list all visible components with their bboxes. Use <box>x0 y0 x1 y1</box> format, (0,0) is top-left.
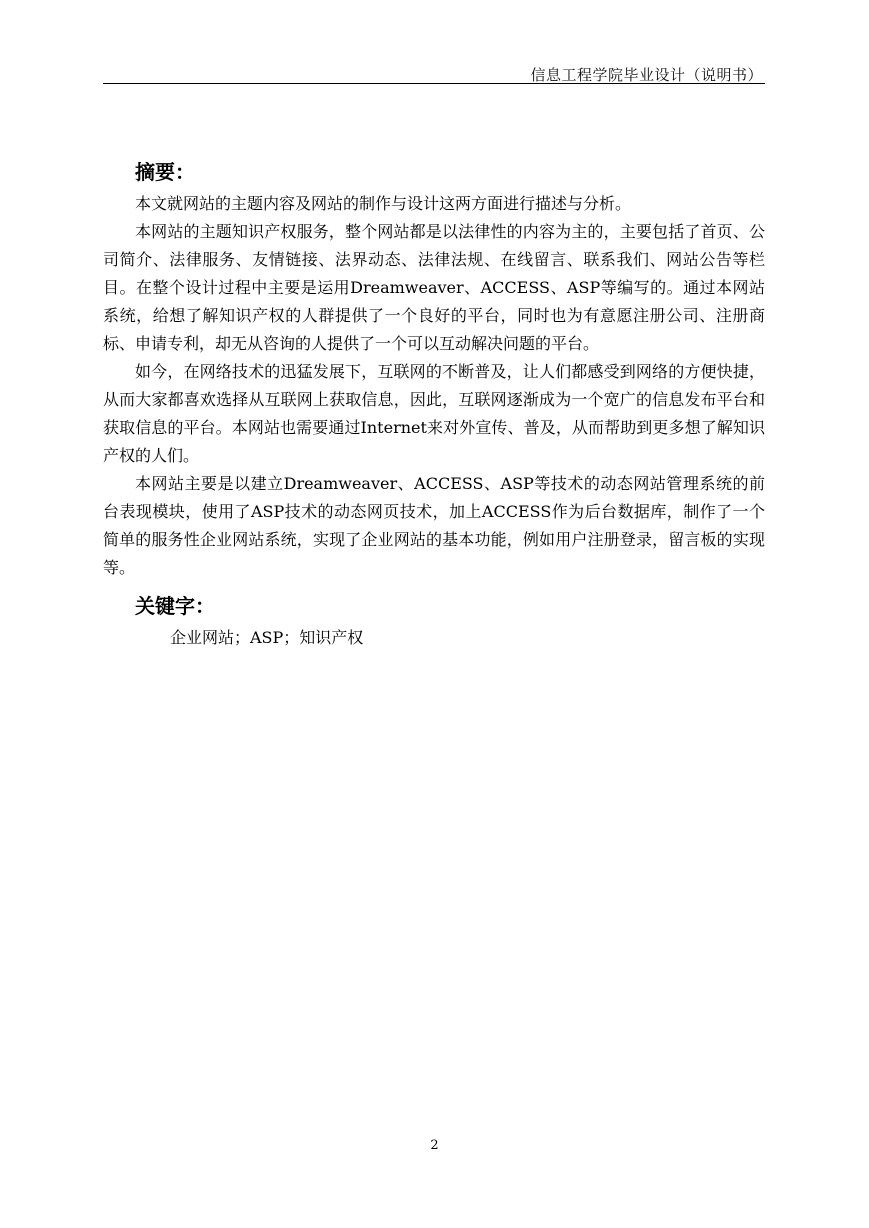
page-header-title: 信息工程学院毕业设计（说明书） <box>530 66 763 84</box>
keywords-text: 企业网站；ASP；知识产权 <box>170 628 364 647</box>
page-content <box>103 158 765 652</box>
abstract-paragraph-1: 本文就网站的主题内容及网站的制作与设计这两方面进行描述与分析。 <box>135 194 632 213</box>
abstract-paragraph-4: 本网站主要是以建立Dreamweaver、ACCESS、ASP等技术的动态网站管理系统的前台表现模块，使用了ASP技术的动态网页技术，加上ACCESS作为后台数据库，制作了一个简单的服务性企业网站系统，实现了企业网站的基本功能，例如用户注册登录，留言板的实现等。 <box>103 474 765 577</box>
header-divider <box>103 83 765 84</box>
abstract-paragraph-2: 本网站的主题知识产权服务，整个网站都是以法律性的内容为主的，主要包括了首页、公司简介、法律服务、友情链接、法界动态、法律法规、在线留言、联系我们、网站公告等栏目。在整个设计过程中主要是运用Dreamweaver、ACCESS、ASP等编写的。通过本网站系统，给想了解知识产权的人群提供了一个良好的平台，同时也为有意愿注册公司、注册商标、申请专利，却无从咨询的人提供了一个可以互动解决问题的平台。 <box>103 222 765 353</box>
page-number: 2 <box>430 1138 439 1153</box>
keywords-heading: 关键字： <box>135 594 215 618</box>
abstract-heading: 摘要： <box>135 160 195 184</box>
abstract-paragraph-3: 如今，在网络技术的迅猛发展下，互联网的不断普及，让人们都感受到网络的方便快捷，从而大家都喜欢选择从互联网上获取信息，因此，互联网逐渐成为一个宽广的信息发布平台和获取信息的平台。本网站也需要通过Internet来对外宣传、普及，从而帮助到更多想了解知识产权的人们。 <box>103 362 765 465</box>
